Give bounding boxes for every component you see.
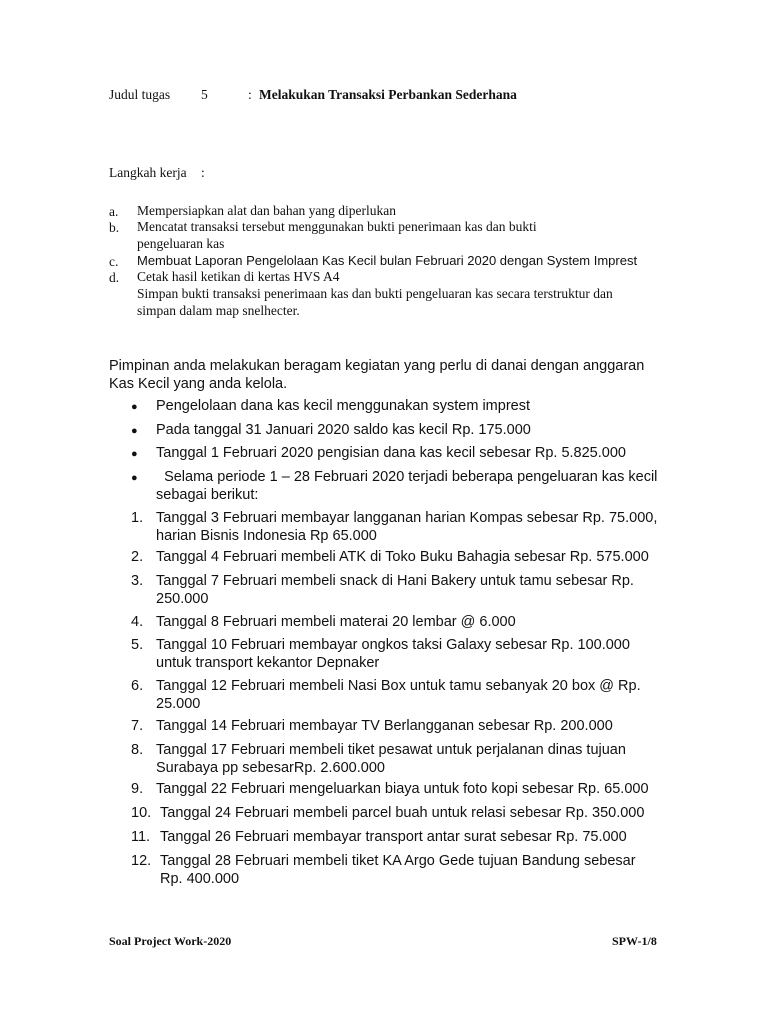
task-title-label: Judul tugas: [109, 87, 171, 102]
item-number: 4.: [131, 614, 144, 630]
list-item: Tanggal 28 Februari membeli tiket KA Argo Gede tujuan Bandung sebesar Rp. 400.000: [160, 853, 636, 887]
step-letter: b.: [109, 220, 120, 235]
step-letter: d.: [109, 270, 120, 285]
list-item: Tanggal 12 Februari membeli Nasi Box untuk tamu sebanyak 20 box @ Rp. 25.000: [156, 678, 641, 712]
item-number: 6.: [131, 678, 144, 694]
step-text: Membuat Laporan Pengelolaan Kas Kecil bulan Februari 2020 dengan System Imprest: [137, 253, 638, 268]
list-item: Tanggal 3 Februari membayar langganan harian Kompas sebesar Rp. 75.000, harian Bisnis Indonesia Rp 65.000: [156, 510, 658, 544]
item-number: 12.: [131, 853, 152, 869]
step-text: Simpan bukti transaksi penerimaan kas dan bukti pengeluaran kas secara terstruktur dan: [137, 286, 613, 301]
list-item: Tanggal 24 Februari membeli parcel buah untuk relasi sebesar Rp. 350.000: [160, 805, 645, 821]
footer-document-name: Soal Project Work-2020: [109, 934, 232, 948]
list-item: Tanggal 8 Februari membeli materai 20 lembar @ 6.000: [156, 614, 516, 630]
step-letter: a.: [109, 204, 119, 219]
list-item: Tanggal 22 Februari mengeluarkan biaya untuk foto kopi sebesar Rp. 65.000: [156, 781, 649, 797]
item-number: 3.: [131, 573, 144, 589]
step-text: pengeluaran kas: [137, 236, 225, 251]
list-item: Tanggal 7 Februari membeli snack di Hani Bakery untuk tamu sebesar Rp. 250.000: [156, 573, 634, 607]
list-item: Tanggal 10 Februari membayar ongkos taksi Galaxy sebesar Rp. 100.000 untuk transport kekantor Depnaker: [156, 637, 630, 671]
item-number: 10.: [131, 805, 152, 821]
list-item: Tanggal 17 Februari membeli tiket pesawat untuk perjalanan dinas tujuan Surabaya pp sebesarRp. 2.600.000: [156, 742, 626, 776]
list-item: Tanggal 26 Februari membayar transport antar surat sebesar Rp. 75.000: [160, 829, 627, 845]
step-text: simpan dalam map snelhecter.: [137, 303, 300, 318]
task-number: 5: [201, 87, 208, 102]
step-text: Cetak hasil ketikan di kertas HVS A4: [137, 269, 340, 284]
bullet-icon: ●: [131, 472, 138, 484]
footer-page-number: SPW-1/8: [612, 934, 657, 948]
item-number: 2.: [131, 549, 144, 565]
item-number: 8.: [131, 742, 144, 758]
task-title: Melakukan Transaksi Perbankan Sederhana: [259, 87, 517, 102]
task-title-colon: :: [248, 87, 252, 102]
item-number: 9.: [131, 781, 144, 797]
bullet-item: Selama periode 1 – 28 Februari 2020 terjadi beberapa pengeluaran kas kecil sebagai berikut:: [156, 469, 662, 503]
bullet-icon: ●: [131, 401, 138, 413]
bullet-item: Pengelolaan dana kas kecil menggunakan system imprest: [156, 398, 530, 414]
bullet-item: Tanggal 1 Februari 2020 pengisian dana kas kecil sebesar Rp. 5.825.000: [156, 445, 626, 461]
step-letter: c.: [109, 254, 119, 269]
bullet-icon: ●: [131, 448, 138, 460]
bullet-icon: ●: [131, 425, 138, 437]
step-text: Mencatat transaksi tersebut menggunakan bukti penerimaan kas dan bukti: [137, 219, 537, 234]
item-number: 5.: [131, 637, 144, 653]
steps-heading-colon: :: [201, 165, 205, 180]
steps-heading: Langkah kerja: [109, 165, 187, 180]
item-number: 11.: [131, 829, 151, 845]
bullet-item: Pada tanggal 31 Januari 2020 saldo kas kecil Rp. 175.000: [156, 422, 531, 438]
intro-paragraph: Pimpinan anda melakukan beragam kegiatan yang perlu di danai dengan anggaran Kas Kecil yang anda kelola.: [109, 358, 645, 392]
list-item: Tanggal 14 Februari membayar TV Berlangganan sebesar Rp. 200.000: [156, 718, 613, 734]
step-text: Mempersiapkan alat dan bahan yang diperlukan: [137, 203, 397, 218]
list-item: Tanggal 4 Februari membeli ATK di Toko Buku Bahagia sebesar Rp. 575.000: [156, 549, 649, 565]
item-number: 7.: [131, 718, 144, 734]
item-number: 1.: [131, 510, 144, 526]
